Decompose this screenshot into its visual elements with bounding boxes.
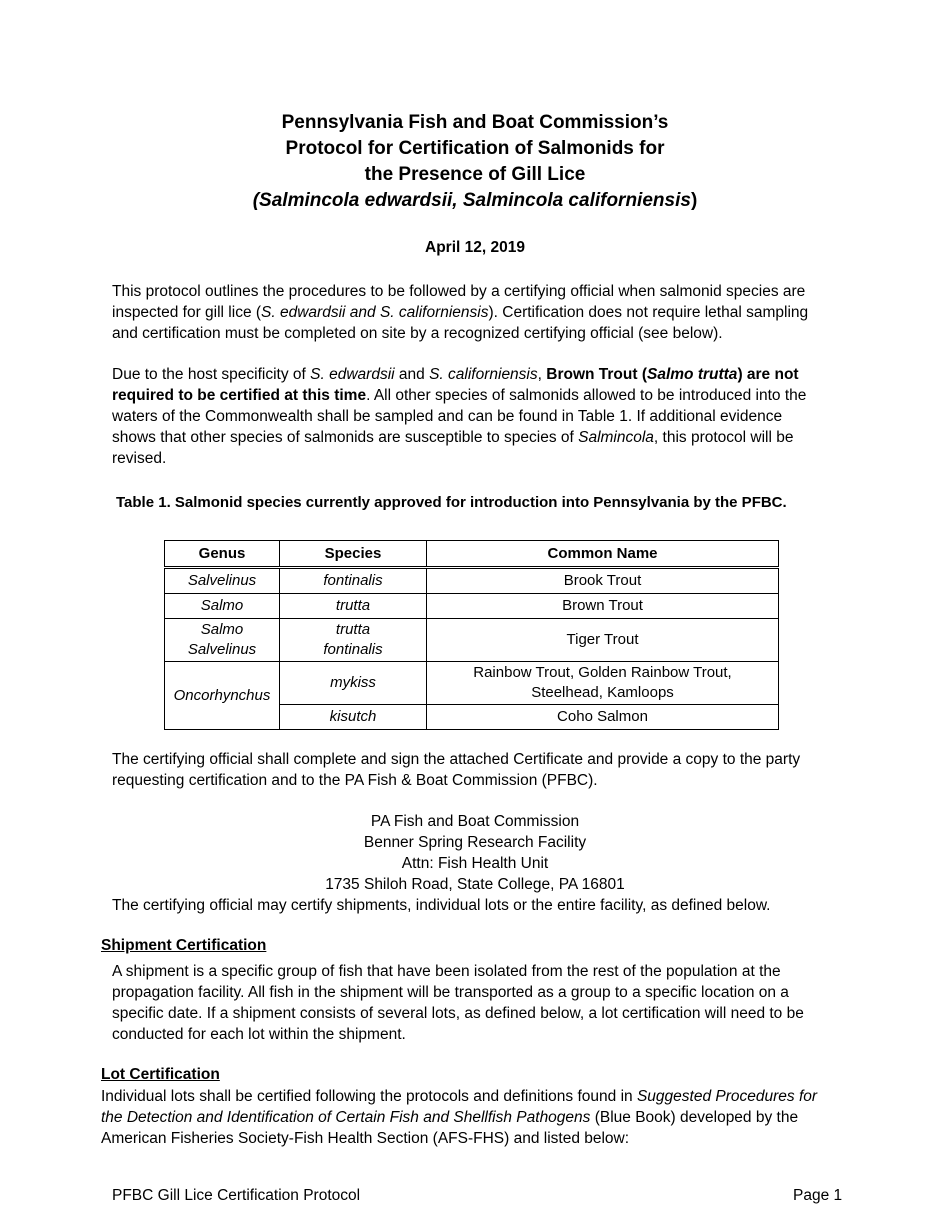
table-row bbox=[165, 594, 779, 619]
header-common-name: Common Name bbox=[427, 541, 779, 568]
common-name-line: Rainbow Trout, Golden Rainbow Trout, bbox=[473, 664, 732, 681]
italic-run: S. californiensis bbox=[429, 366, 538, 383]
cell-genus: Salvelinus bbox=[165, 568, 280, 594]
text-run: Individual lots shall be certified following the protocols and definitions found in bbox=[101, 1088, 637, 1105]
address-line-3: Attn: Fish Health Unit bbox=[401, 855, 549, 872]
cell-common-name: Brown Trout bbox=[427, 594, 779, 619]
title-line-3: the Presence of Gill Lice bbox=[364, 164, 586, 185]
species-line: fontinalis bbox=[323, 641, 383, 658]
may-certify-paragraph: The certifying official may certify shipments, individual lots or the entire facility, as defined below. bbox=[112, 897, 771, 914]
address-line-4: 1735 Shiloh Road, State College, PA 16801 bbox=[325, 876, 625, 893]
bold-run: Brown Trout ( bbox=[546, 366, 647, 383]
italic-run: Salmincola bbox=[578, 429, 654, 446]
intro-paragraph-2 bbox=[112, 364, 824, 469]
bold-italic-run: Salmo trutta bbox=[647, 366, 738, 383]
document-title bbox=[0, 110, 950, 214]
table-row bbox=[165, 619, 779, 662]
text-run: This protocol outlines the procedures to be followed by a certifying official when salmonid species are inspected for gill lice ( bbox=[112, 283, 806, 321]
common-name-line: Steelhead, Kamloops bbox=[531, 684, 674, 701]
intro-paragraph-1 bbox=[112, 281, 824, 344]
text-run: . All other species of salmonids allowed to be introduced into the waters of the Commonwealth shall be sampled and can be found in Table 1. If additional evidence shows that other species of salmonids are susceptible to species of bbox=[112, 387, 807, 446]
cell-species: mykiss bbox=[280, 662, 427, 705]
shipment-certification-heading: Shipment Certification bbox=[101, 937, 267, 954]
header-genus: Genus bbox=[165, 541, 280, 568]
table-header-row bbox=[165, 541, 779, 568]
document-date: April 12, 2019 bbox=[425, 239, 525, 256]
text-run: , this protocol will be revised. bbox=[112, 429, 794, 467]
footer-document-name: PFBC Gill Lice Certification Protocol bbox=[112, 1187, 361, 1204]
table-row bbox=[165, 662, 779, 705]
genus-line: Salvelinus bbox=[187, 641, 257, 658]
certificate-paragraph: The certifying official shall complete and sign the attached Certificate and provide a copy to the party requesting certification and to the PA Fish & Boat Commission (PFBC). bbox=[112, 751, 801, 789]
title-paren-close: ) bbox=[690, 190, 698, 211]
italic-run: S. edwardsii and S. californiensis bbox=[261, 304, 489, 321]
cell-common-name: Coho Salmon bbox=[427, 705, 779, 730]
lot-certification-heading: Lot Certification bbox=[101, 1066, 220, 1083]
cell-common-name bbox=[427, 662, 779, 705]
text-run: and bbox=[394, 366, 430, 383]
cell-genus: Salmo bbox=[165, 594, 280, 619]
text-run: , bbox=[537, 366, 547, 383]
cell-common-name: Tiger Trout bbox=[427, 619, 779, 662]
italic-run: S. edwardsii bbox=[310, 366, 395, 383]
mailing-address bbox=[0, 811, 950, 895]
genus-line: Salmo bbox=[200, 621, 244, 638]
title-line-4 bbox=[0, 188, 950, 214]
address-line-1: PA Fish and Boat Commission bbox=[370, 813, 580, 830]
cell-species: trutta bbox=[280, 594, 427, 619]
title-paren-open: ( bbox=[252, 190, 260, 211]
cell-species bbox=[280, 619, 427, 662]
text-run: ). Certification does not require lethal sampling and certification must be completed on site by a recognized certifying official (see below). bbox=[112, 304, 809, 342]
cell-common-name: Brook Trout bbox=[427, 568, 779, 594]
species-table bbox=[164, 540, 779, 730]
cell-species: kisutch bbox=[280, 705, 427, 730]
title-line-1: Pennsylvania Fish and Boat Commission’s bbox=[281, 112, 669, 133]
text-run: Due to the host specificity of bbox=[112, 366, 311, 383]
address-line-2: Benner Spring Research Facility bbox=[363, 834, 587, 851]
text-run: (Blue Book) developed by the American Fisheries Society-Fish Health Section (AFS-FHS) and listed below: bbox=[101, 1109, 799, 1147]
cell-species: fontinalis bbox=[280, 568, 427, 594]
table-row bbox=[165, 568, 779, 594]
cell-genus bbox=[165, 619, 280, 662]
table-caption: Table 1. Salmonid species currently approved for introduction into Pennsylvania by the PFBC. bbox=[116, 494, 787, 511]
shipment-paragraph: A shipment is a specific group of fish that have been isolated from the rest of the population at the propagation facility. All fish in the shipment will be transported as a group to a specific location on a specific date. If a shipment consists of several lots, as defined below, a lot certification will need to be conducted for each lot within the shipment. bbox=[112, 963, 804, 1043]
bold-run: ) are not required to be certified at this time bbox=[112, 366, 799, 404]
title-species-names: Salmincola edwardsii, Salmincola californiensis bbox=[259, 190, 691, 211]
footer-page-number: Page 1 bbox=[793, 1187, 843, 1204]
italic-run: Suggested Procedures for the Detection and Identification of Certain Fish and Shellfish Pathogens bbox=[101, 1088, 818, 1126]
cell-genus: Oncorhynchus bbox=[165, 662, 280, 730]
title-line-2: Protocol for Certification of Salmonids for bbox=[285, 138, 665, 159]
species-line: trutta bbox=[335, 621, 371, 638]
lot-paragraph bbox=[101, 1086, 821, 1149]
header-species: Species bbox=[280, 541, 427, 568]
